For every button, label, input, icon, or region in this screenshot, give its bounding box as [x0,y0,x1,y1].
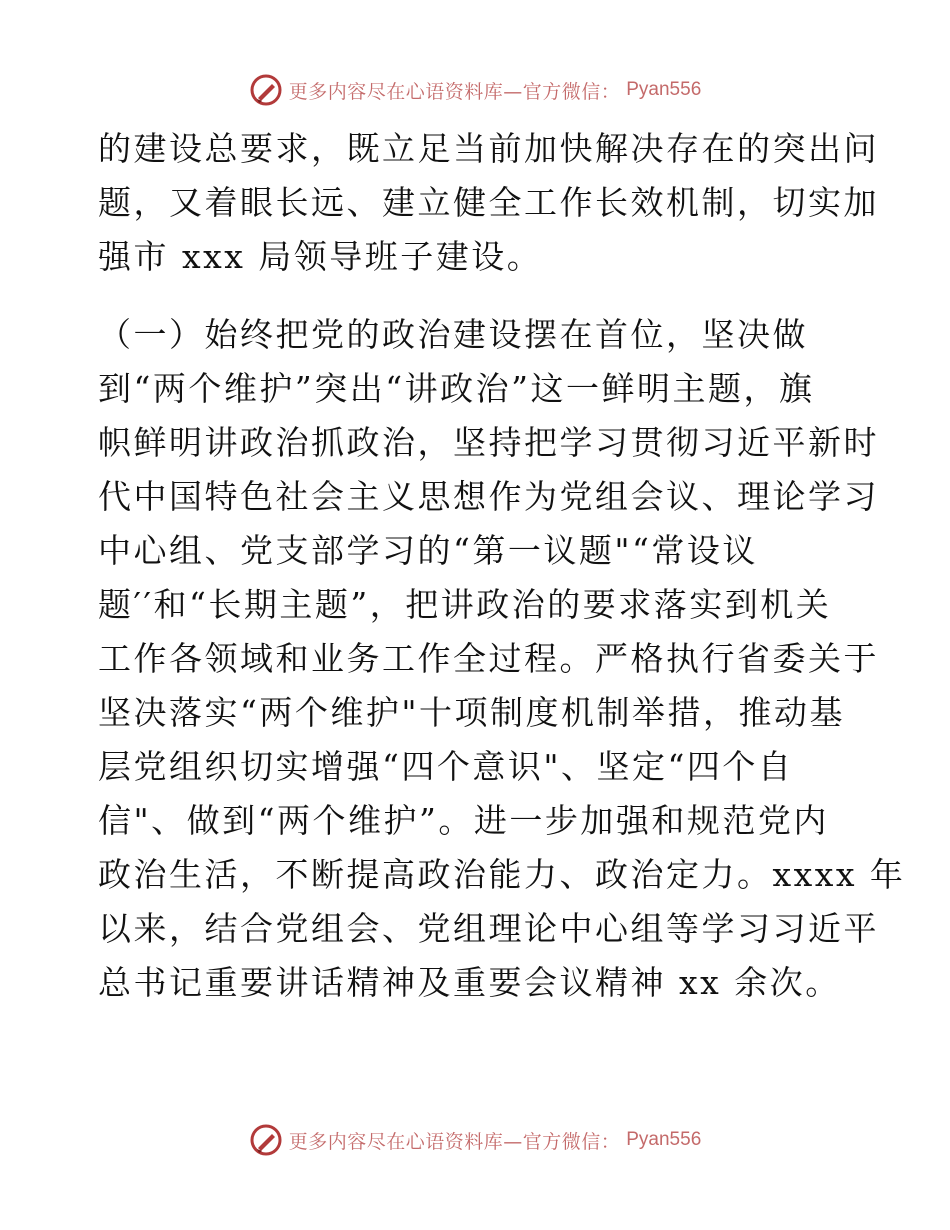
text-line: 层党组织切实增强“四个意识"、坚定“四个自 [98,747,794,786]
footer-watermark-banner [0,1120,950,1160]
text-line: 题′′和“长期主题”，把讲政治的要求落实到机关 [98,585,832,624]
text-line: 代中国特色社会主义思想作为党组会议、理论学习 [98,477,879,516]
text-line: 政治生活，不断提高政治能力、政治定力。xxxx 年 [98,855,906,894]
header-watermark-banner [0,70,950,110]
footer-wechat-id: Pyan556 [626,1129,702,1150]
pen-logo-icon [249,73,283,107]
header-banner-text: 更多内容尽在心语资料库—官方微信： [288,80,621,103]
text-line: 到“两个维护”突出“讲政治”这一鲜明主题，旗 [98,369,815,408]
paragraph-1 [98,122,879,284]
text-line: 的建设总要求，既立足当前加快解决存在的突出问 [98,129,879,168]
text-line: 总书记重要讲话精神及重要会议精神 xx 余次。 [98,963,841,1002]
document-body [98,122,906,1010]
header-wechat-id: Pyan556 [626,79,702,100]
text-line: 帜鲜明讲政治抓政治，坚持把学习贯彻习近平新时 [98,423,879,462]
pen-logo-icon [249,1123,283,1157]
text-line: 工作各领域和业务工作全过程。严格执行省委关于 [98,639,879,678]
text-line: 信"、做到“两个维护”。进一步加强和规范党内 [98,801,829,840]
text-line: 中心组、党支部学习的“第一议题"“常设议 [98,531,758,570]
text-line: 题，又着眼长远、建立健全工作长效机制，切实加 [98,183,879,222]
paragraph-2 [98,308,906,1010]
text-line: （一）始终把党的政治建设摆在首位，坚决做 [98,315,808,354]
footer-banner-text: 更多内容尽在心语资料库—官方微信： [288,1130,621,1153]
text-line: 以来，结合党组会、党组理论中心组等学习习近平 [98,909,879,948]
text-line: 强市 xxx 局领导班子建设。 [98,237,543,276]
text-line: 坚决落实“两个维护"十项制度机制举措，推动基 [98,693,846,732]
